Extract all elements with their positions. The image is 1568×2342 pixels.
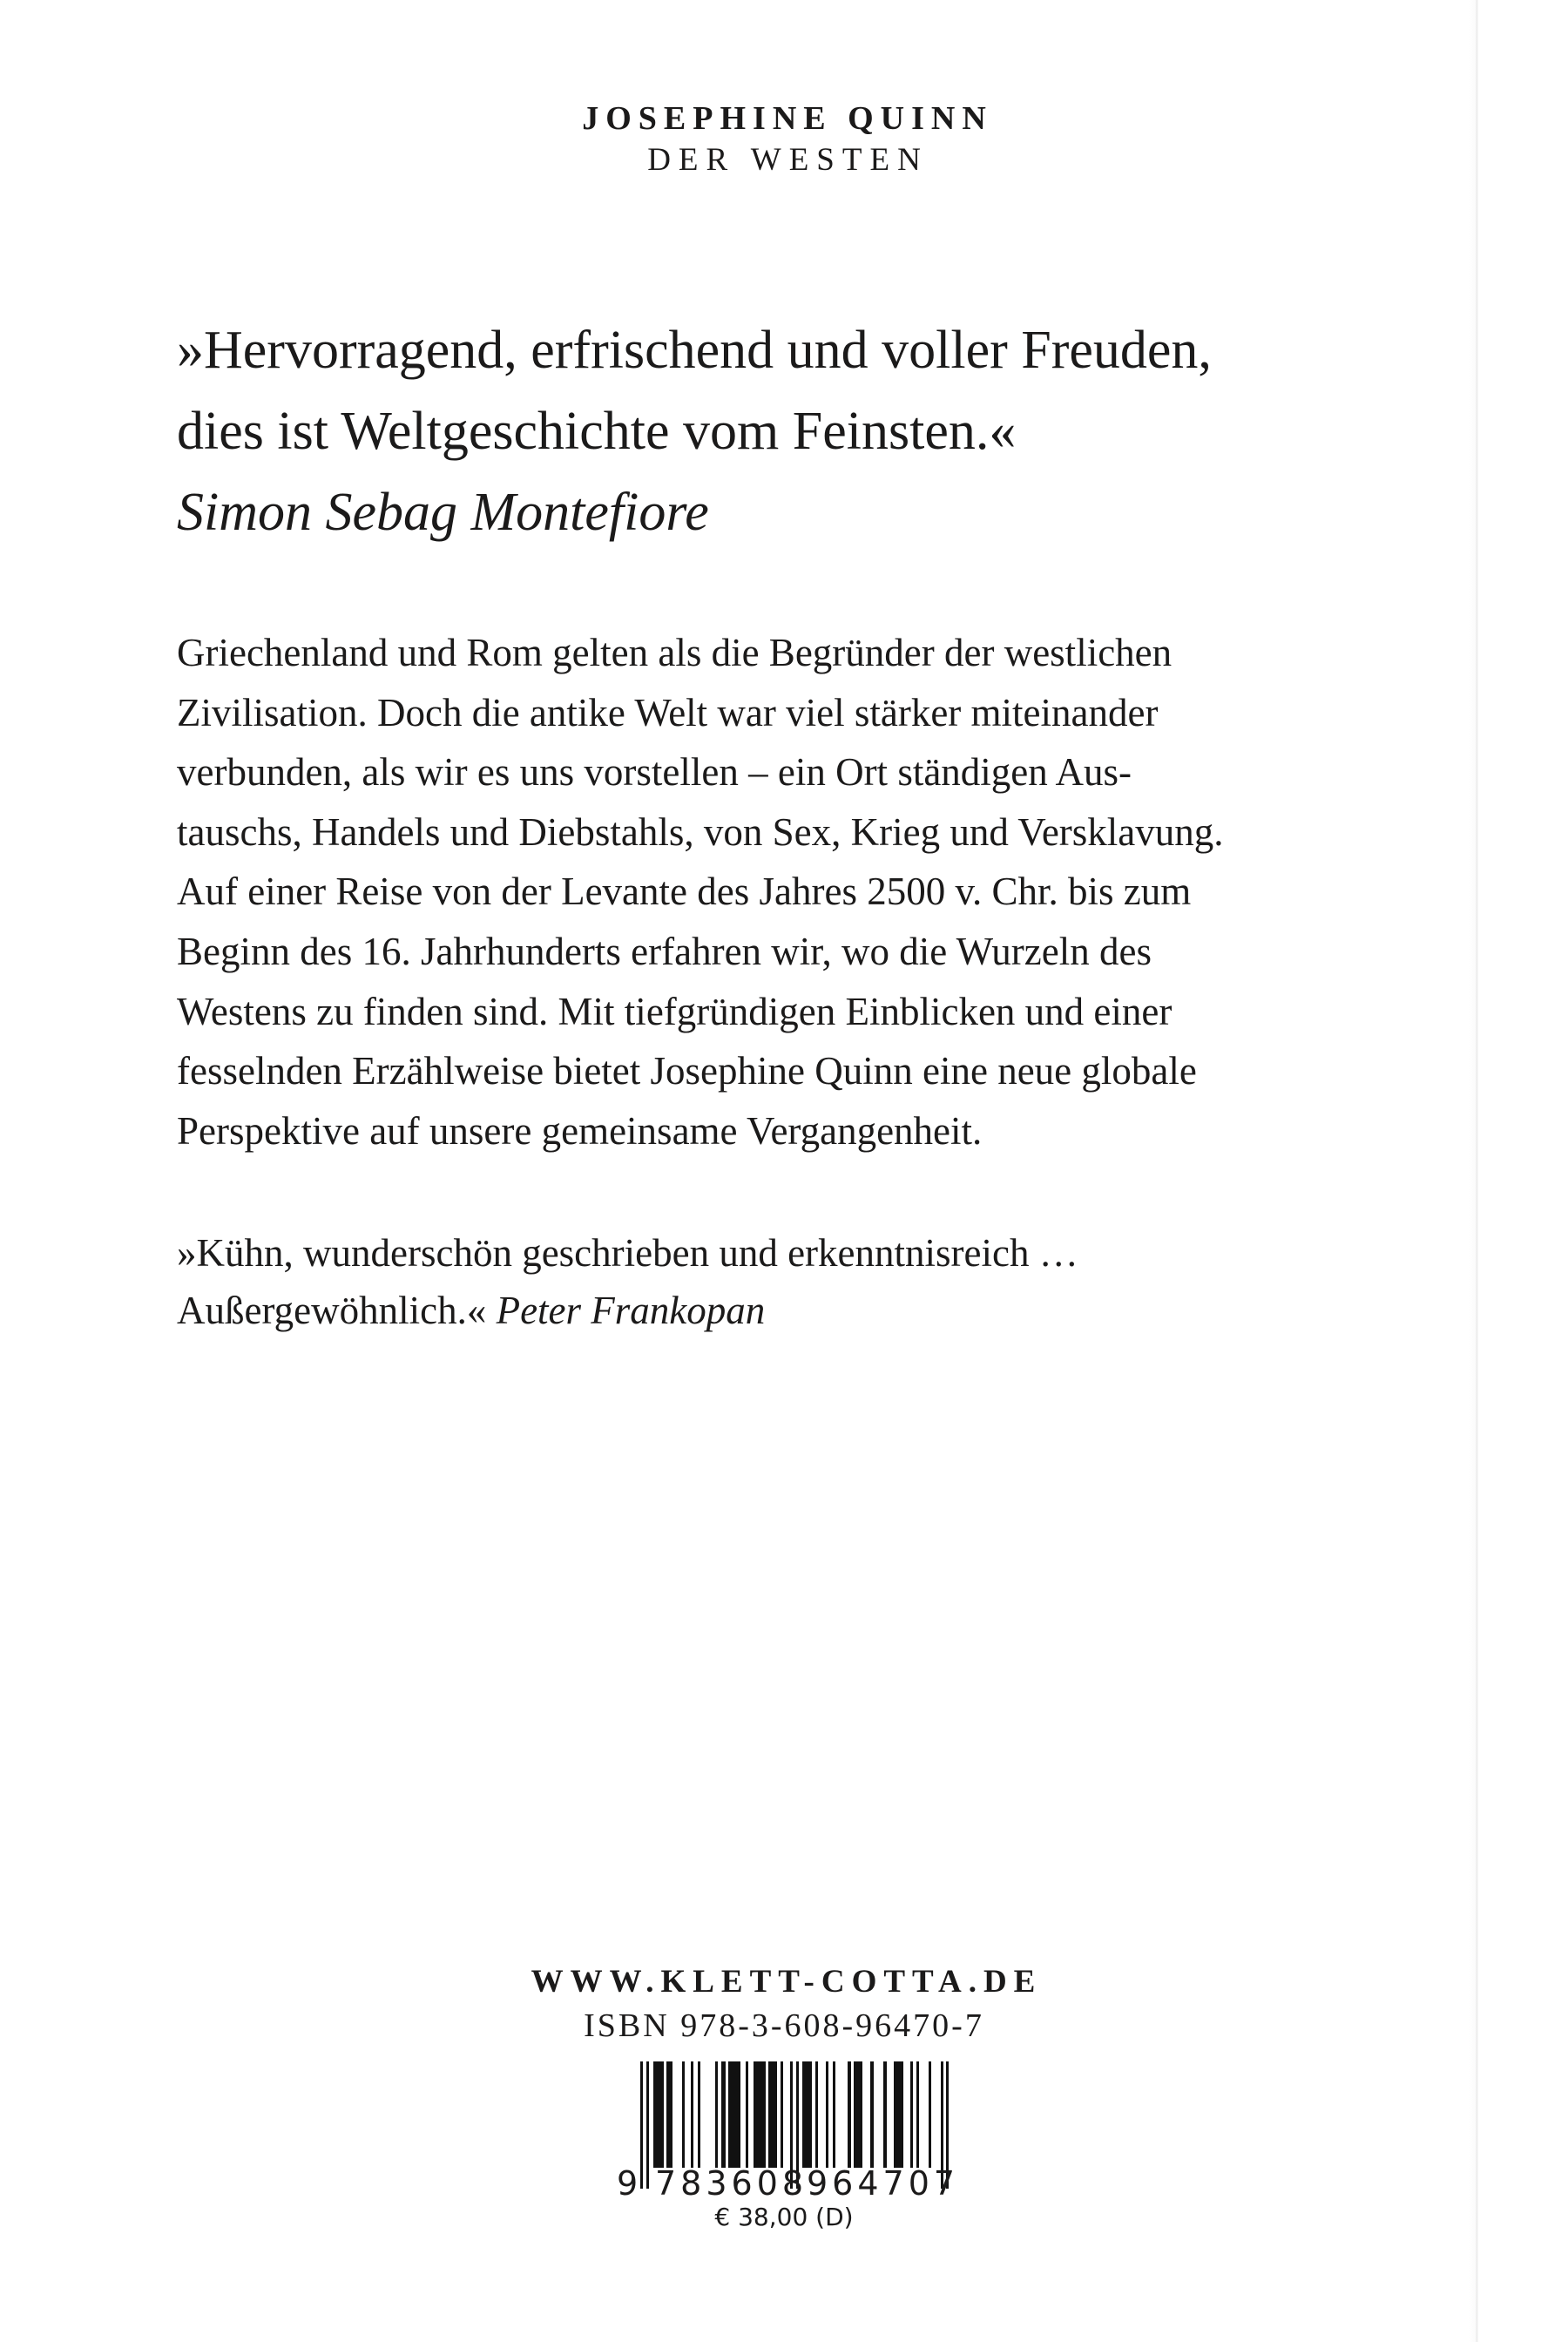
lead-quote-line: dies ist Weltgeschichte vom Feinsten.« <box>177 402 1017 461</box>
blurb-line: Zivilisation. Doch die antike Welt war viel stärker miteinander <box>177 690 1159 734</box>
author-name: JOSEPHINE QUINN <box>582 100 993 137</box>
publisher-url[interactable]: WWW.KLETT-COTTA.DE <box>531 1964 1043 2000</box>
second-quote-attribution: Peter Frankopan <box>496 1289 766 1332</box>
barcode-digits-left: 783608 <box>655 2164 808 2203</box>
blurb-line: tauschs, Handels und Diebstahls, von Sex, Krieg und Versklavung. <box>177 809 1224 854</box>
blurb-line: Westens zu finden sind. Mit tiefgründigen Einblicken und einer <box>177 989 1173 1033</box>
second-quote-line <box>177 1282 1414 1339</box>
barcode-digit-prefix: 9 <box>617 2164 643 2203</box>
price-label: € 38,00 (D) <box>714 2203 854 2231</box>
blurb-line: Perspektive auf unsere gemeinsame Vergangenheit. <box>177 1108 983 1153</box>
second-quote <box>177 1224 1414 1339</box>
blurb-line: Beginn des 16. Jahrhunderts erfahren wir, wo die Wurzeln des <box>177 929 1152 973</box>
blurb-paragraph <box>177 623 1414 1161</box>
second-quote-line: »Kühn, wunderschön geschrieben und erkenntnisreich … <box>177 1231 1078 1275</box>
blurb-line: verbunden, als wir es uns vorstellen – ein Ort ständigen Aus- <box>177 750 1132 795</box>
barcode-digits-right: 964707 <box>807 2164 960 2203</box>
isbn-number: ISBN 978-3-608-96470-7 <box>584 2007 984 2044</box>
barcode-digits <box>610 2164 976 2203</box>
blurb-line: fesselnden Erzählweise bietet Josephine Quinn eine neue globale <box>177 1049 1197 1093</box>
book-title: DER WESTEN <box>647 142 929 178</box>
book-header <box>0 98 1568 181</box>
lead-quote-attribution: Simon Sebag Montefiore <box>177 483 709 542</box>
second-quote-text: Außergewöhnlich.« <box>177 1289 487 1332</box>
lead-quote-line: »Hervorragend, erfrischend und voller Freuden, <box>177 321 1212 380</box>
lead-quote <box>177 310 1440 553</box>
blurb-line: Griechenland und Rom gelten als die Begründer der westlichen <box>177 631 1173 674</box>
publisher-info <box>0 1960 1568 2048</box>
blurb-line: Auf einer Reise von der Levante des Jahres 2500 v. Chr. bis zum <box>177 870 1192 914</box>
